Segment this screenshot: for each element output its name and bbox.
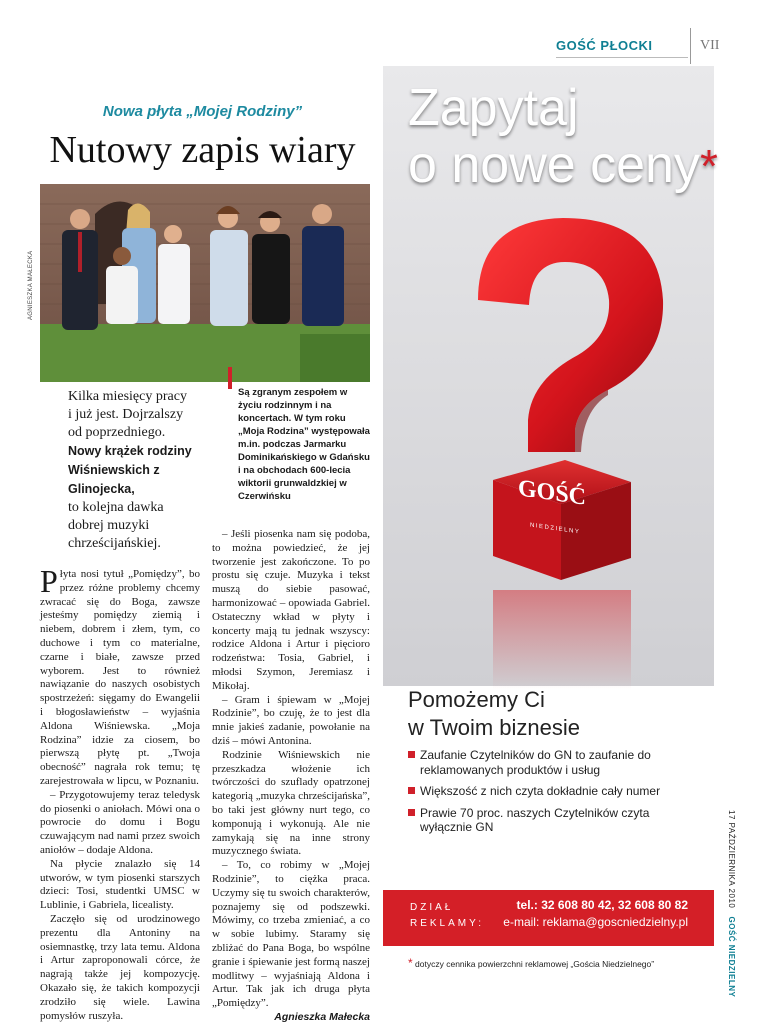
phone-numbers: tel.: 32 608 80 42, 32 608 80 82 bbox=[516, 898, 688, 912]
question-mark-illustration bbox=[383, 190, 714, 690]
section-name: GOŚĆ PŁOCKI bbox=[556, 38, 653, 53]
ad-subheadline-line-2: w Twoim biznesie bbox=[408, 715, 580, 740]
paragraph: Na płycie znalazło się 14 utworów, w tym piosenki starszych dzieci: Tosi, studentki UMSC w Lublinie, i Gabriela, licealisty. bbox=[40, 857, 200, 912]
lead-text-2: to kolejna dawka dobrej muzyki chrześcijańskiej. bbox=[68, 500, 164, 551]
family-photo bbox=[40, 184, 370, 382]
header-divider bbox=[690, 28, 691, 64]
article-column-2 bbox=[212, 528, 370, 1025]
dept-label-1: DZIAŁ bbox=[410, 902, 454, 913]
lead-text-1: Kilka miesięcy pracy i już jest. Dojrzalszy od poprzedniego. bbox=[68, 389, 187, 440]
ad-subheadline-line-1: Pomożemy Ci bbox=[408, 687, 545, 712]
list-item: Zaufanie Czytelników do GN to zaufanie do reklamowanych produktów i usług bbox=[408, 748, 698, 777]
dept-label-2: REKLAMY: bbox=[410, 918, 485, 929]
header-rule bbox=[556, 57, 688, 58]
paragraph: – Gram i śpiewam w „Mojej Rodzinie”, bo czuję, że to jest dla mnie jakieś zadanie, powołanie na dziś – mówi Antonina. bbox=[212, 693, 370, 747]
photo-credit: AGNIESZKA MAŁECKA bbox=[28, 250, 34, 320]
issue-date: 17 PAŹDZIERNIKA 2010 bbox=[727, 810, 736, 909]
list-item: Prawie 70 proc. naszych Czytelników czyta wyłącznie GN bbox=[408, 806, 698, 835]
lead-bold: Nowy krążek rodziny Wiśniewskich z Glinojecka, bbox=[68, 444, 192, 496]
article-author: Agnieszka Małecka bbox=[274, 1010, 370, 1023]
paragraph: – To, co robimy w „Mojej Rodzinie”, to ciężka praca. Uczymy się tu swoich charakterów, poznajemy się od podszewki. Mówimy, co trzeba zmieniać, a co w sobie lubimy. Staramy się zbliżać do Pana Boga, bo wspólne granie i śpiewanie jest formą naszej modlitwy – wyjaśniają Aldona i Artur. Tak jak ich druga płyta „Pomiędzy”. bbox=[212, 859, 370, 1010]
cube-logo-sub: NIEDZIELNY bbox=[530, 522, 581, 536]
ad-footnote bbox=[408, 956, 654, 970]
drop-cap: P bbox=[40, 563, 58, 599]
brand-name: GOŚĆ NIEDZIELNY bbox=[727, 916, 736, 998]
footnote-text: dotyczy cennika powierzchni reklamowej „Gościa Niedzielnego” bbox=[415, 959, 655, 969]
paragraph: Zaczęło się od urodzinowego prezentu dla Antoniny na osiemnastkę, trzy lata temu. Aldona i Artur zaproponowali córce, że nagrają także jej kompozycję. Okazało się, że takich kompozycji zrodziło się wiele. Lawina pomysłów ruszyła. bbox=[40, 912, 200, 1022]
asterisk-icon: * bbox=[699, 140, 718, 192]
photo-caption: Są zgranym zespołem w życiu rodzinnym i na koncertach. W tym roku „Moja Rodzina” występowała m.in. podczas Jarmarku Dominikańskiego w Gdańsku i na obchodach 600-lecia wiktorii grunwaldzkiej w Czerwińsku bbox=[238, 387, 370, 502]
email-address: e-mail: reklama@goscniedzielny.pl bbox=[503, 915, 688, 929]
paragraph: – Jeśli piosenka nam się podoba, to można powiedzieć, że jej tworzenie jest zakończone. To po prostu się czuje. Muzyka i tekst muszą do siebie pasować, harmonizować – opowiada Gabriel. Ostateczny wkład w płyty i koncerty mają tu jednak wszyscy: rodzice Aldona i Artur i pięcioro rodzeństwa: Tosia, Gabriel, i młodsi Szymon, Jeremiasz i Mikołaj. bbox=[212, 528, 370, 692]
ad-title bbox=[408, 80, 718, 195]
list-item: Większość z nich czyta dokładnie cały numer bbox=[408, 784, 698, 799]
ad-subheadline bbox=[408, 686, 580, 742]
page-number: VII bbox=[700, 38, 720, 53]
article-column-1 bbox=[40, 563, 200, 1023]
ad-title-line-1: Zapytaj bbox=[408, 79, 579, 137]
caption-marker bbox=[228, 367, 232, 389]
footnote-asterisk: * bbox=[408, 956, 413, 970]
ad-title-line-2: o nowe ceny bbox=[408, 136, 700, 194]
issue-date-side bbox=[727, 810, 736, 997]
article-kicker: Nowa płyta „Mojej Rodziny” bbox=[102, 103, 303, 120]
ad-benefits-list bbox=[408, 748, 698, 842]
paragraph: łyta nosi tytuł „Pomiędzy”, bo przez różne problemy chcemy zwracać się do Boga, zawsze jesteśmy pomiędzy ziemią i niebem, dobrem i złem, tym, co duchowe i tym co materialne, czarne i białe, zawsze przed wyborem. Jest to również nawiązanie do naszych osobistych spostrzeżeń: sięgamy do Ewangelii i błogosławieństw – wyjaśnia Aldona Wiśniewska. „Moja Rodzina” idzie za ciosem, bo pierwszą płytę pt. „Twoja obecność” nagrała rok temu; tę zarejestrowała w lipcu, w Poznaniu. bbox=[40, 568, 200, 787]
cube-logo: GOŚĆ bbox=[518, 475, 587, 511]
paragraph: – Przygotowujemy teraz teledysk do piosenki o aniołach. Mówi ona o powrocie do domu i Bogu czuwającym nad nami przez swoich aniołów – dodaje Aldona. bbox=[40, 788, 200, 856]
paragraph: Rodzinie Wiśniewskich nie przeszkadza włożenie ich twórczości do szuflady opatrzonej kategorią „muzyka chrześcijańska”, bo taki jest główny nurt tego, co komponują i wykonują. Ale nie zamykają się na inne strony muzycznego świata. bbox=[212, 748, 370, 858]
article-lead bbox=[68, 388, 193, 553]
article-title: Nutowy zapis wiary bbox=[49, 129, 356, 171]
